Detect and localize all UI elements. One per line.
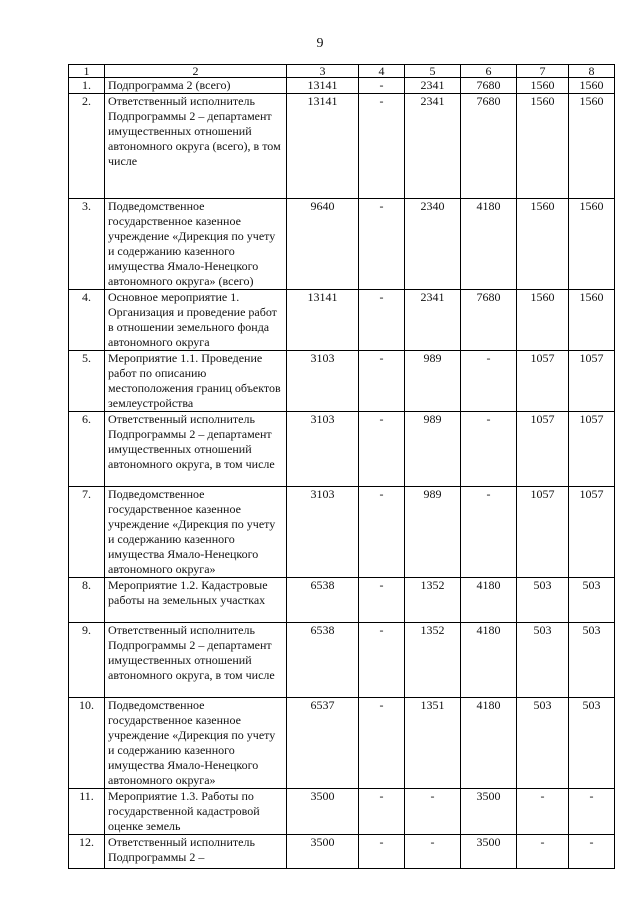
value-cell-c8: 1560 — [569, 94, 615, 199]
value-cell-c4: - — [359, 412, 405, 487]
value-cell-c7: 503 — [517, 698, 569, 789]
value-cell-c3: 13141 — [287, 94, 359, 199]
row-number: 9. — [69, 623, 105, 698]
row-number: 10. — [69, 698, 105, 789]
row-name: Ответственный исполнитель Подпрограммы 2 – департамент имущественных отношений автономного округа (всего), в том числе — [105, 94, 287, 199]
row-number: 11. — [69, 789, 105, 835]
value-cell-c7: 503 — [517, 623, 569, 698]
value-cell-c7: 1057 — [517, 487, 569, 578]
table-row — [69, 789, 615, 835]
value-cell-c8: 1560 — [569, 290, 615, 351]
value-cell-c8: 1057 — [569, 351, 615, 412]
value-cell-c6: 4180 — [461, 578, 517, 623]
value-cell-c6: 7680 — [461, 78, 517, 94]
value-cell-c4: - — [359, 94, 405, 199]
value-cell-c8: 503 — [569, 698, 615, 789]
table-row — [69, 487, 615, 578]
row-number: 1. — [69, 78, 105, 94]
table-row — [69, 698, 615, 789]
table-row — [69, 199, 615, 290]
value-cell-c4: - — [359, 835, 405, 869]
row-number: 7. — [69, 487, 105, 578]
table-row — [69, 835, 615, 869]
value-cell-c5: 1352 — [405, 623, 461, 698]
value-cell-c8: - — [569, 835, 615, 869]
column-header: 4 — [359, 65, 405, 78]
value-cell-c3: 6537 — [287, 698, 359, 789]
table-header-row — [69, 65, 615, 78]
column-header: 1 — [69, 65, 105, 78]
value-cell-c4: - — [359, 199, 405, 290]
value-cell-c3: 6538 — [287, 578, 359, 623]
value-cell-c7: 1057 — [517, 351, 569, 412]
value-cell-c6: - — [461, 351, 517, 412]
value-cell-c5: 2340 — [405, 199, 461, 290]
value-cell-c5: 2341 — [405, 94, 461, 199]
value-cell-c5: - — [405, 835, 461, 869]
value-cell-c7: - — [517, 835, 569, 869]
value-cell-c6: 4180 — [461, 199, 517, 290]
column-header: 6 — [461, 65, 517, 78]
value-cell-c6: - — [461, 412, 517, 487]
value-cell-c6: 7680 — [461, 94, 517, 199]
value-cell-c3: 13141 — [287, 78, 359, 94]
row-number: 4. — [69, 290, 105, 351]
value-cell-c4: - — [359, 487, 405, 578]
value-cell-c4: - — [359, 351, 405, 412]
value-cell-c3: 3500 — [287, 835, 359, 869]
value-cell-c4: - — [359, 789, 405, 835]
value-cell-c8: 503 — [569, 578, 615, 623]
row-name: Ответственный исполнитель Подпрограммы 2 – — [105, 835, 287, 869]
value-cell-c4: - — [359, 698, 405, 789]
value-cell-c3: 3103 — [287, 412, 359, 487]
value-cell-c3: 3103 — [287, 487, 359, 578]
row-name: Ответственный исполнитель Подпрограммы 2 – департамент имущественных отношений автономного округа, в том числе — [105, 623, 287, 698]
value-cell-c7: - — [517, 789, 569, 835]
value-cell-c5: 989 — [405, 351, 461, 412]
value-cell-c4: - — [359, 623, 405, 698]
value-cell-c6: 7680 — [461, 290, 517, 351]
column-header: 8 — [569, 65, 615, 78]
value-cell-c4: - — [359, 290, 405, 351]
row-number: 6. — [69, 412, 105, 487]
value-cell-c5: 989 — [405, 487, 461, 578]
table-row — [69, 351, 615, 412]
value-cell-c5: 2341 — [405, 78, 461, 94]
value-cell-c5: 989 — [405, 412, 461, 487]
value-cell-c7: 1560 — [517, 290, 569, 351]
row-name: Мероприятие 1.3. Работы по государственной кадастровой оценке земель — [105, 789, 287, 835]
row-number: 12. — [69, 835, 105, 869]
value-cell-c5: 1351 — [405, 698, 461, 789]
value-cell-c4: - — [359, 78, 405, 94]
value-cell-c3: 6538 — [287, 623, 359, 698]
value-cell-c3: 3500 — [287, 789, 359, 835]
table-row — [69, 94, 615, 199]
value-cell-c8: 1560 — [569, 78, 615, 94]
page-number: 9 — [316, 36, 324, 51]
value-cell-c7: 1057 — [517, 412, 569, 487]
value-cell-c7: 1560 — [517, 94, 569, 199]
value-cell-c5: 2341 — [405, 290, 461, 351]
column-header: 7 — [517, 65, 569, 78]
row-name: Подведомственное государственное казенное учреждение «Дирекция по учету и содержанию казенного имущества Ямало-Ненецкого автономного округа» (всего) — [105, 199, 287, 290]
table-row — [69, 623, 615, 698]
value-cell-c6: 4180 — [461, 698, 517, 789]
value-cell-c3: 13141 — [287, 290, 359, 351]
column-header: 2 — [105, 65, 287, 78]
table-row — [69, 412, 615, 487]
value-cell-c7: 1560 — [517, 199, 569, 290]
row-name: Подпрограмма 2 (всего) — [105, 78, 287, 94]
row-number: 2. — [69, 94, 105, 199]
row-number: 5. — [69, 351, 105, 412]
table-row — [69, 290, 615, 351]
value-cell-c8: 1560 — [569, 199, 615, 290]
value-cell-c7: 503 — [517, 578, 569, 623]
value-cell-c8: 503 — [569, 623, 615, 698]
value-cell-c4: - — [359, 578, 405, 623]
row-name: Подведомственное государственное казенное учреждение «Дирекция по учету и содержанию казенного имущества Ямало-Ненецкого автономного округа» — [105, 487, 287, 578]
table-body — [69, 65, 615, 869]
value-cell-c5: 1352 — [405, 578, 461, 623]
row-name: Подведомственное государственное казенное учреждение «Дирекция по учету и содержанию казенного имущества Ямало-Ненецкого автономного округа» — [105, 698, 287, 789]
row-number: 8. — [69, 578, 105, 623]
value-cell-c6: 3500 — [461, 789, 517, 835]
value-cell-c7: 1560 — [517, 78, 569, 94]
budget-table — [68, 64, 615, 869]
row-name: Ответственный исполнитель Подпрограммы 2 – департамент имущественных отношений автономного округа, в том числе — [105, 412, 287, 487]
value-cell-c8: 1057 — [569, 487, 615, 578]
table-row — [69, 578, 615, 623]
column-header: 5 — [405, 65, 461, 78]
row-name: Мероприятие 1.1. Проведение работ по описанию местоположения границ объектов землеустройства — [105, 351, 287, 412]
row-name: Основное мероприятие 1. Организация и проведение работ в отношении земельного фонда автономного округа — [105, 290, 287, 351]
value-cell-c6: 4180 — [461, 623, 517, 698]
table-row — [69, 78, 615, 94]
value-cell-c6: 3500 — [461, 835, 517, 869]
value-cell-c5: - — [405, 789, 461, 835]
value-cell-c3: 9640 — [287, 199, 359, 290]
value-cell-c3: 3103 — [287, 351, 359, 412]
row-number: 3. — [69, 199, 105, 290]
value-cell-c8: - — [569, 789, 615, 835]
value-cell-c6: - — [461, 487, 517, 578]
row-name: Мероприятие 1.2. Кадастровые работы на земельных участках — [105, 578, 287, 623]
column-header: 3 — [287, 65, 359, 78]
value-cell-c8: 1057 — [569, 412, 615, 487]
